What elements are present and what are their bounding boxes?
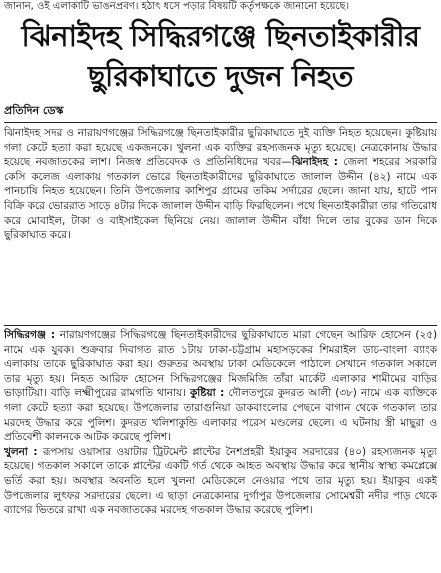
dateline-kushtia: কুষ্টিয়া :: [190, 387, 225, 400]
dateline-jhenaidah: ঝিনাইদহ :: [291, 156, 338, 169]
headline-line-1: ঝিনাইদহ সিদ্ধিরগঞ্জে ছিনতাইকারীর: [21, 19, 420, 53]
headline: [0, 16, 441, 98]
jhenaidah-text: জেলা শহরের সরকারি কেসি কলেজ এলাকায় গতকাল ভোরে ছিনতাইকারীদের ছুরিকাঘাতে জালাল উদ্দীন (৪২) নামে এক পানচাষি নিহত হয়েছেন। তিনি উপজেলার কাশিপুর গ্রামের তকিম সর্দারের ছেলে। জানা যায়, হাটে পান বিক্রি করে ভোররাত সাড়ে ৪টার দিকে জালাল উদ্দীন বাড়ি ফিরছিলেন। পথে ছিনতাইকারীরা তার গতিরোধ করে মোবাইল, টাকা ও বাইসাইকেল ছিনিয়ে নেয়। জালাল উদ্দীন বাঁধা দিলে তার বুকের ডান দিকে ছুরিকাঘাত করে।: [4, 156, 437, 242]
article-body-bottom: [4, 328, 437, 569]
dateline-siddhirganj: সিদ্ধিরগঞ্জ :: [4, 329, 55, 341]
kushtia-text: দৌলতপুরে কুদরত আলী (৩৮) নামে এক ব্যক্তিকে গলা কেটে হত্যা করা হয়েছে। উপজেলার তারাগুনিয়া ডাকবাংলোর পেছনে বাগান থেকে গতকাল তার মরদেহ উদ্ধার করে পুলিশ। কুদরত খলিশাকুন্ডি এলাকার পরেস মণ্ডলের ছেলে। এ ঘটনায় স্ত্রী মাছুরা ও প্রতিবেশী কালনকে আটক করেছে পুলিশ।: [4, 387, 437, 444]
byline: প্রতিদিন ডেস্ক: [4, 104, 64, 117]
section-divider: [4, 325, 437, 326]
intro-text: ঝিনাইদহ সদর ও নারায়ণগঞ্জের সিদ্ধিরগঞ্জে ছিনতাইকারীর ছুরিকাঘাতে দুই ব্যক্তি নিহত হয়েছেন। কুষ্টিয়ায় গলা কেটে হত্যা করা হয়েছে একজনকে। খুলনা এক ব্যক্তির রহস্যজনক মৃত্যু হয়েছে। নেত্রকোনায় উদ্ধার হয়েছে নবজাতকের লাশ। নিজস্ব প্রতিবেদক ও প্রতিনিধিদের খবর—: [4, 127, 437, 169]
byline-divider: [4, 122, 437, 123]
article-body-top: [4, 126, 437, 322]
headline-line-2: ছুরিকাঘাতে দুজন নিহত: [87, 59, 354, 93]
paragraph-khulna: [4, 445, 437, 518]
previous-article-tail: জানান, ওই এলাকাটি ভাঙনপ্রবণ। হঠাৎ ধসে পড়ার বিষয়টি কর্তৃপক্ষকে জানানো হয়েছে।: [4, 1, 350, 12]
paragraph-siddhirganj: [4, 328, 437, 445]
dateline-khulna: খুলনা :: [4, 445, 38, 458]
paragraph-intro: [4, 126, 437, 243]
siddhirganj-text: নারায়ণগঞ্জের সিদ্ধিরগঞ্জে ছিনতাইকারীদের ছুরিকাঘাতে মারা গেছেন আরিফ হোসেন (২৫) নামে এক যুবক। শুক্রবার দিবাগত রাত ১টায় ঢাকা-চট্টগ্রাম মহাসড়কের শিমরাইল ডাচ-বাংলা ব্যাংক এলাকায় তাকে ছুরিকাঘাত করা হয়। গুরুতর অবস্থায় ঢাকা মেডিকেলে পাঠালে সেখানে গতকাল সকালে তার মৃত্যু হয়। নিহত আরিফ হোসেন সিদ্ধিরগঞ্জের মিজমিজি তাঁরা মার্কেট এলাকার শামীমের বাড়ির ভাড়াটিয়া। বাড়ি লক্ষ্মীপুরের রামগতি থানায়।: [4, 329, 437, 400]
khulna-text: রূপসায় ওয়াসার ওয়াটার ট্রিটমেন্ট প্লান্টের নৈশপ্রহরী ইয়াকুব সরদারের (৪০) রহস্যজনক মৃত্যু হয়েছে। গতকাল সকালে তাকে প্লান্টের একটি গর্ত থেকে আহত অবস্থায় উদ্ধার করে স্থানীয় স্বাস্থ্য কমপ্লেক্সে ভর্তি করা হয়। অবস্থার অবনতি হলে খুলনা মেডিকেলে নেওয়ার পথে তার মৃত্যু হয়। ইয়াকুব একই উপজেলার লুৎফর সরদারের ছেলে। এ ছাড়া নেত্রকোনার দুর্গাপুর উপজেলার সোমেশ্বরী নদীর পাড় থেকে ব্যাগের ভিতরে রাখা এক নবজাতকের মরদেহ গতকাল উদ্ধার করেছে পুলিশ।: [4, 445, 437, 517]
